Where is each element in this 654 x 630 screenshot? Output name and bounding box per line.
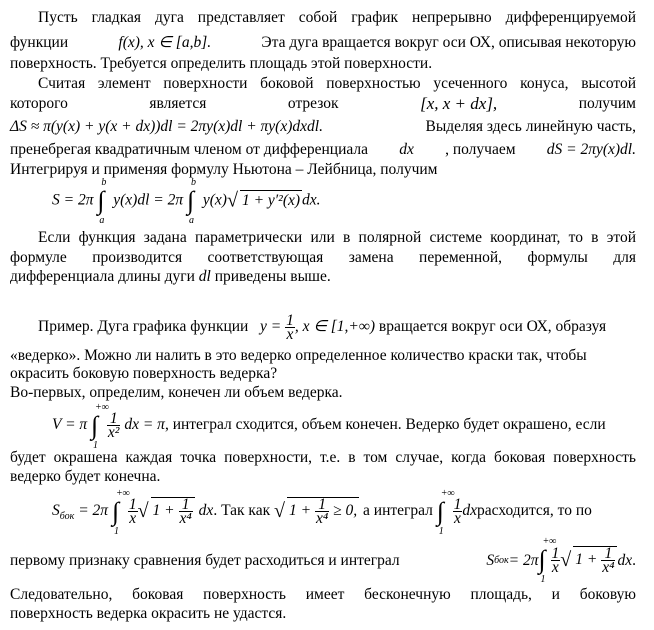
p1-line2: функции f(x), x ∈ [a,b]. Эта дуга вращается вокруг оси ОХ, описывая некоторую <box>10 34 636 51</box>
example-line2: «ведерко». Можно ли налить в это ведерко определенное количество краски так, чтобы <box>10 347 587 364</box>
integral-sign: ∫ b a <box>97 177 107 226</box>
conclusion-line1: Следовательно, боковая поверхность имеет бесконечную площадь, и боковую <box>10 586 636 603</box>
fraction-1-over-x: $\frac{1}{x}$ <box>286 312 294 343</box>
integral-sign: ∫ +∞ 1 <box>111 487 130 537</box>
p3-line3: дифференциала длины дуги dl приведены выше. <box>10 268 331 285</box>
p2-line2: которого является отрезок [x, x + dx], получим <box>10 94 636 113</box>
example-line6: будет окрашена каждая точка поверхности, т.е. в том случае, когда боковая поверхность <box>10 449 636 466</box>
integral-sign: ∫ b a <box>186 177 196 226</box>
segment-formula: [x, x + dx], <box>420 94 498 113</box>
integral-sign: ∫ +∞ 1 <box>538 536 557 585</box>
p2-line1: Считая элемент поверхности боковой поверхностью усеченного конуса, высотой <box>38 75 636 92</box>
p2-line4: пренебрегая квадратичным членом от дифференциала dx , получаем dS = 2πy(x)dl. <box>10 141 636 158</box>
example-line7: ведерко будет конечна. <box>10 468 161 485</box>
delta-s-formula: ΔS ≈ π(y(x) + y(x + dx))dl = 2πy(x)dl + πy(x)dxdl. <box>10 118 323 135</box>
p1-line1: Пусть гладкая дуга представляет собой график непрерывно дифференцируемой <box>38 9 636 26</box>
example-line4: Во-первых, определим, конечен ли объем ведерка. <box>10 384 343 401</box>
integral-sign: ∫ +∞ 1 <box>91 401 109 451</box>
p1-line3: поверхность. Требуется определить площадь этой поверхности. <box>10 55 433 72</box>
conclusion-line2: поверхность ведерка окрасить не удастся. <box>10 605 287 622</box>
volume-line: V = π ∫ +∞ 1 $\frac{1}{\text{x²}}$ dx = π, интеграл сходится, объем конечен. Ведерко будет окрашено, если <box>52 401 606 451</box>
p3-line2: формуле производится соответствующая замена переменной, формулы для <box>10 249 636 266</box>
p2-line5: Интегрируя и применяя формулу Ньютона – Лейбница, получим <box>10 161 438 178</box>
ds-formula: dS = 2πy(x)dl. <box>546 141 636 158</box>
example-line9: первому признаку сравнения будет расходиться и интеграл S бок = 2π ∫ +∞ 1 $\frac{1}{x}$ √ 1 + $\frac{1}{\text{x⁴}}$ dx . <box>10 536 636 585</box>
function-domain-formula: f(x), x ∈ [a,b]. <box>118 34 212 51</box>
example-line1: Пример. Дуга графика функции y = $\frac{1}{x}$ , x ∈ [1,+∞) вращается вокруг оси ОХ, образуя <box>38 312 607 343</box>
fraction-1-over-x2: $\frac{1}{\text{x²}}$ <box>107 410 120 441</box>
surface-area-formula: S = 2π ∫ b a y(x)dl = 2π ∫ b a y(x)√ 1 + y′²(x) dx. <box>52 177 321 226</box>
integral-sign: ∫ +∞ 1 <box>436 487 455 537</box>
example-line3: окрасить боковую поверхность ведерка? <box>10 365 278 382</box>
p2-line3: ΔS ≈ π(y(x) + y(x + dx))dl = 2πy(x)dl + πy(x)dxdl. Выделяя здесь линейную часть, <box>10 118 636 135</box>
p3-line1: Если функция задана параметрически или в полярной системе координат, то в этой <box>38 229 636 246</box>
lateral-area-line: $S_{бок} = 2\pi$ ∫ +∞ 1 $\frac{1}{x}$ √ 1 + $\frac{1}{\text{x⁴}}$ dx. Так как √ 1 + $\frac{1}{\text{x⁴}}$ ≥ 0, а интеграл ∫ +∞ 1 $\frac{1}{x}$ dxрасходится, то по <box>52 487 592 537</box>
